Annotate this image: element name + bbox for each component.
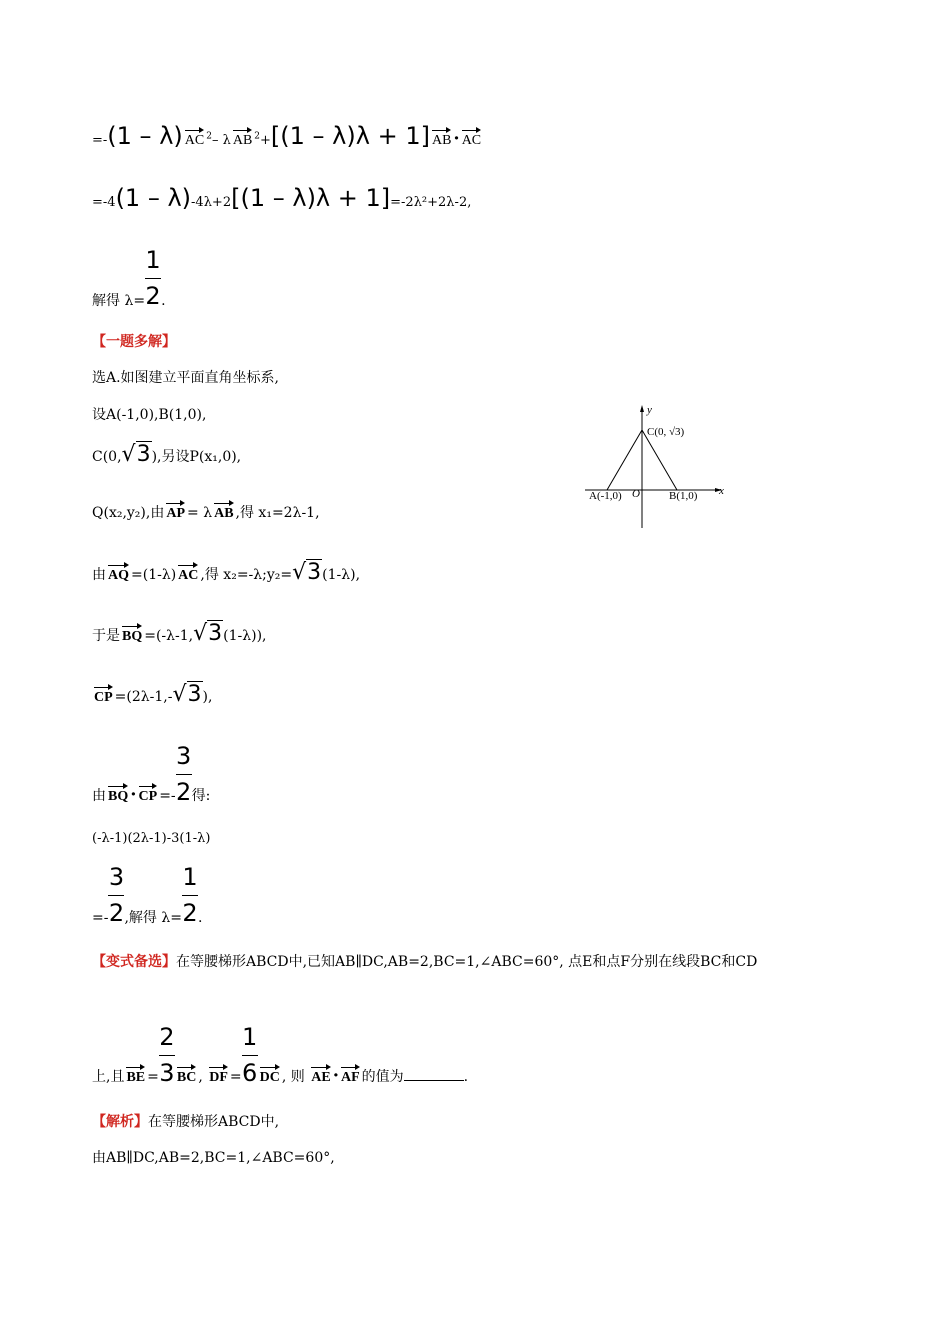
vector-bq: BQ — [108, 784, 128, 804]
formula-line-1 — [92, 124, 483, 148]
vector-dc: DC — [260, 1065, 280, 1085]
paragraph — [92, 1025, 468, 1085]
sqrt: √3 — [172, 682, 202, 707]
vector-bq: BQ — [122, 624, 142, 644]
vector-ac: AC — [185, 128, 204, 148]
radicand: 3 — [136, 442, 151, 467]
text: ,解得 λ= — [124, 910, 182, 926]
solve-prefix: 解得 λ= — [92, 293, 146, 309]
fraction — [182, 865, 198, 925]
vector-ab: AB — [214, 501, 233, 521]
dot-product: · — [130, 784, 137, 805]
vector-ab: AB — [432, 128, 451, 148]
x-axis-label: x — [719, 485, 724, 497]
text: , — [198, 1069, 203, 1085]
sqrt: √3 — [121, 442, 151, 467]
text: (1-λ), — [322, 567, 361, 583]
paragraph — [92, 1115, 279, 1129]
vector-cp: CP — [94, 685, 113, 705]
vector-ae: AE — [311, 1065, 330, 1085]
text: ,得 x₂=-λ;y₂= — [200, 567, 293, 583]
tail-expr: =-2λ²+2λ-2, — [390, 195, 472, 210]
vector-df: DF — [209, 1065, 228, 1085]
denominator: 2 — [108, 899, 125, 927]
text: =(-λ-1, — [144, 628, 194, 644]
vector-af: AF — [341, 1065, 360, 1085]
exponent: 2 — [254, 131, 261, 142]
radicand: 3 — [307, 560, 322, 585]
text: , 则 — [281, 1069, 305, 1085]
denominator: 3 — [159, 1059, 175, 1087]
vector-aq: AQ — [108, 563, 129, 583]
text: = — [229, 1069, 242, 1085]
period: . — [463, 1069, 469, 1085]
sqrt: √3 — [292, 560, 322, 585]
bracket-expr: [(1 – λ)λ + 1] — [231, 184, 391, 212]
eq-sign: =- — [92, 133, 108, 148]
vector-bc: BC — [177, 1065, 196, 1085]
numerator: 1 — [145, 246, 161, 274]
denominator: 2 — [176, 778, 192, 806]
point-a-label: A(-1,0) — [589, 490, 622, 502]
numerator: 3 — [176, 742, 192, 770]
paren-expr: (1 – λ) — [115, 184, 192, 212]
paragraph: 设A(-1,0),B(1,0), — [92, 407, 207, 423]
text: ), — [202, 689, 213, 705]
bracket-expr: [(1 – λ)λ + 1] — [270, 122, 430, 150]
period: . — [197, 910, 203, 926]
text: = — [147, 1069, 159, 1085]
y-axis-arrow — [640, 405, 644, 412]
denominator: 2 — [182, 899, 198, 927]
text: =- — [159, 788, 176, 804]
fraction — [159, 1025, 175, 1085]
section-tag-variant: 【变式备选】 — [92, 954, 176, 970]
paragraph — [92, 562, 360, 584]
text: ,得 x₁=2λ-1, — [235, 505, 320, 521]
numerator: 2 — [159, 1023, 175, 1051]
paragraph — [92, 955, 757, 969]
segment-bc — [642, 430, 677, 490]
text: 在等腰梯形ABCD中, — [148, 1114, 280, 1130]
paragraph — [92, 865, 202, 925]
period: . — [161, 293, 166, 309]
fraction — [176, 744, 192, 804]
minus-lambda: – λ — [211, 133, 231, 148]
text: (1-λ)), — [223, 628, 267, 644]
numerator: 3 — [108, 863, 125, 891]
y-axis-label: y — [647, 404, 652, 416]
fraction — [242, 1025, 258, 1085]
vector-ac: AC — [462, 128, 481, 148]
origin-label: O — [632, 488, 640, 500]
plus-sign: + — [260, 133, 271, 148]
text: Q(x₂,y₂),由 — [92, 505, 165, 521]
dot-product: · — [453, 128, 460, 149]
segment-ac — [607, 430, 642, 490]
text: 得: — [191, 788, 211, 804]
paragraph — [92, 684, 212, 706]
vector-be: BE — [126, 1065, 145, 1085]
sqrt: √3 — [193, 621, 223, 646]
vector-ap: AP — [166, 501, 185, 521]
text: 在等腰梯形ABCD中,已知AB∥DC,AB=2,BC=1,∠ABC=60°, 点E和点F分别在线段BC和CD — [176, 954, 758, 970]
text: =- — [92, 910, 109, 926]
text: 于是 — [92, 628, 120, 644]
radicand: 3 — [187, 682, 202, 707]
numerator: 1 — [182, 863, 198, 891]
radicand: 3 — [208, 621, 223, 646]
answer-blank — [404, 1080, 464, 1081]
paragraph: 选A.如图建立平面直角坐标系, — [92, 370, 280, 386]
paragraph: 由AB∥DC,AB=2,BC=1,∠ABC=60°, — [92, 1150, 335, 1166]
fraction — [145, 248, 161, 308]
text: 由 — [92, 567, 106, 583]
numerator: 1 — [242, 1023, 258, 1051]
mid-expr: -4λ+2 — [191, 195, 232, 210]
text: C(0, — [92, 449, 122, 465]
section-tag-multi-solution: 【一题多解】 — [92, 334, 176, 350]
section-tag-analysis: 【解析】 — [92, 1114, 148, 1130]
paragraph: (-λ-1)(2λ-1)-3(1-λ) — [92, 831, 211, 846]
paragraph — [92, 501, 320, 521]
text: =(2λ-1,- — [114, 689, 173, 705]
text: = λ — [187, 505, 213, 521]
text: =(1-λ) — [131, 567, 177, 583]
solve-line — [92, 248, 166, 308]
denominator: 2 — [145, 282, 161, 310]
point-b-label: B(1,0) — [669, 490, 698, 502]
paragraph — [92, 444, 241, 466]
text: 上,且 — [92, 1069, 125, 1085]
vector-cp: CP — [139, 784, 158, 804]
denominator: 6 — [242, 1059, 258, 1087]
dot-product: · — [332, 1065, 339, 1086]
point-c-label: C(0, √3) — [647, 426, 685, 438]
paragraph — [92, 744, 210, 804]
text: 由 — [92, 788, 106, 804]
text: ),另设P(x₁,0), — [151, 449, 242, 465]
formula-line-2 — [92, 186, 471, 210]
text: 的值为 — [361, 1069, 404, 1085]
coordinate-figure — [585, 402, 735, 532]
eq-sign: =-4 — [92, 195, 116, 210]
paragraph — [92, 623, 267, 645]
exponent: 2 — [206, 131, 212, 142]
fraction — [108, 865, 124, 925]
vector-ab: AB — [233, 128, 252, 148]
vector-ac: AC — [178, 563, 198, 583]
paren-expr: (1 – λ) — [107, 122, 183, 150]
